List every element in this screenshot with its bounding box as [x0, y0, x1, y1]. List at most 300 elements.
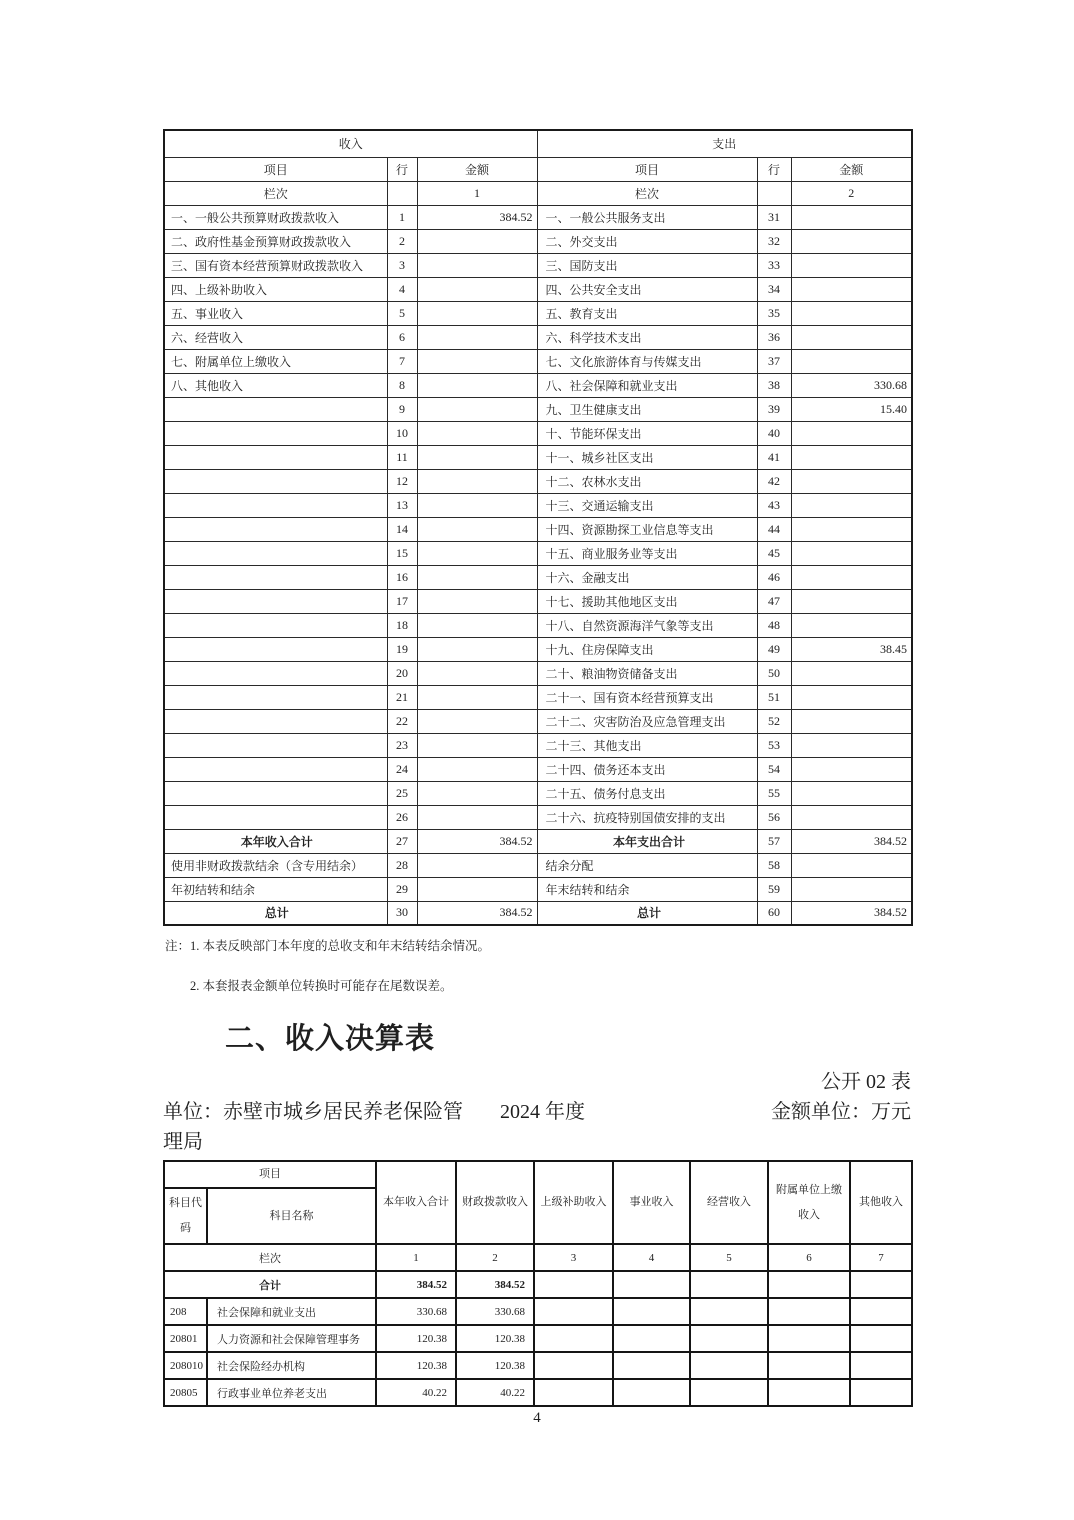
expense-amount-cell: [791, 757, 912, 781]
subject-name-cell: 人力资源和社会保障管理事务: [207, 1325, 376, 1352]
income-amount-cell: [417, 853, 537, 877]
expense-line-cell: 33: [757, 253, 791, 277]
expense-amount-cell: [791, 493, 912, 517]
income-item-cell: [164, 661, 387, 685]
income-line-cell: 8: [387, 373, 417, 397]
income-item-cell: [164, 565, 387, 589]
income-line-cell: 29: [387, 877, 417, 901]
income-amount-cell: [417, 877, 537, 901]
income-item-cell: 五、事业收入: [164, 301, 387, 325]
income-amount-cell: [417, 541, 537, 565]
detail-amount-cell: [690, 1379, 768, 1406]
expense-amount-cell: [791, 229, 912, 253]
detail-amount-cell: [850, 1325, 912, 1352]
income-amount-cell: [417, 301, 537, 325]
detail-row: [164, 1352, 912, 1379]
detail-amount-cell: 120.38: [376, 1325, 456, 1352]
summary-row: [164, 805, 912, 829]
detail-amount-cell: [690, 1352, 768, 1379]
summary-row: [164, 373, 912, 397]
detail-index-4: 4: [613, 1244, 690, 1271]
income-line-cell: 7: [387, 349, 417, 373]
income-line-header: 行: [387, 157, 417, 181]
detail-amount-cell: [850, 1271, 912, 1298]
detail-amount-cell: [534, 1325, 613, 1352]
income-line-cell: 10: [387, 421, 417, 445]
summary-row: [164, 733, 912, 757]
income-item-cell: [164, 757, 387, 781]
expense-item-cell: 本年支出合计: [537, 829, 757, 853]
detail-amount-cell: [690, 1298, 768, 1325]
expense-item-cell: 二十、粮油物资储备支出: [537, 661, 757, 685]
summary-row: [164, 205, 912, 229]
income-amount-cell: [417, 325, 537, 349]
expense-amount-cell: [791, 541, 912, 565]
summary-row: [164, 517, 912, 541]
income-line-cell: 28: [387, 853, 417, 877]
expense-amount-cell: [791, 469, 912, 493]
summary-row: [164, 397, 912, 421]
expense-amount-cell: [791, 349, 912, 373]
subject-code-cell: 20805: [164, 1379, 207, 1406]
income-line-cell: 26: [387, 805, 417, 829]
income-amount-cell: 384.52: [417, 901, 537, 925]
detail-amount-cell: [850, 1379, 912, 1406]
detail-col-fiscal: 财政拨款收入: [456, 1161, 534, 1244]
detail-col-affiliated: 附属单位上缴收入: [768, 1161, 850, 1244]
expense-amount-cell: [791, 781, 912, 805]
expense-item-cell: 五、教育支出: [537, 301, 757, 325]
summary-row: [164, 469, 912, 493]
expense-amount-cell: [791, 277, 912, 301]
detail-index-label: 栏次: [164, 1244, 376, 1271]
expense-line-cell: 40: [757, 421, 791, 445]
expense-item-cell: 十六、金融支出: [537, 565, 757, 589]
expense-line-cell: 58: [757, 853, 791, 877]
income-amount-cell: [417, 517, 537, 541]
expense-line-cell: 47: [757, 589, 791, 613]
expense-item-cell: 二、外交支出: [537, 229, 757, 253]
detail-amount-cell: [613, 1325, 690, 1352]
expense-amount-cell: [791, 301, 912, 325]
income-amount-cell: [417, 373, 537, 397]
detail-amount-cell: [534, 1352, 613, 1379]
expense-item-cell: 四、公共安全支出: [537, 277, 757, 301]
expense-amount-cell: [791, 589, 912, 613]
expense-item-header: 项目: [537, 157, 757, 181]
income-line-cell: 11: [387, 445, 417, 469]
expense-amount-cell: [791, 877, 912, 901]
detail-amount-cell: [534, 1379, 613, 1406]
summary-row: [164, 781, 912, 805]
summary-row: [164, 637, 912, 661]
detail-amount-cell: [690, 1325, 768, 1352]
detail-col-superior: 上级补助收入: [534, 1161, 613, 1244]
summary-row: [164, 253, 912, 277]
expense-item-cell: 九、卫生健康支出: [537, 397, 757, 421]
income-item-cell: [164, 733, 387, 757]
income-line-cell: 13: [387, 493, 417, 517]
income-item-cell: [164, 397, 387, 421]
expense-amount-cell: [791, 325, 912, 349]
column-index-row: [164, 181, 912, 205]
expense-line-cell: 54: [757, 757, 791, 781]
expense-line-cell: 42: [757, 469, 791, 493]
summary-row: [164, 685, 912, 709]
income-item-cell: [164, 469, 387, 493]
detail-amount-cell: 384.52: [376, 1271, 456, 1298]
income-amount-cell: [417, 685, 537, 709]
income-item-cell: 二、政府性基金预算财政拨款收入: [164, 229, 387, 253]
summary-row: [164, 421, 912, 445]
income-line-cell: 6: [387, 325, 417, 349]
expense-amount-cell: 384.52: [791, 829, 912, 853]
expense-line-cell: 43: [757, 493, 791, 517]
expense-amount-cell: [791, 253, 912, 277]
income-item-cell: [164, 589, 387, 613]
detail-index-6: 6: [768, 1244, 850, 1271]
expense-amount-cell: [791, 685, 912, 709]
summary-row: [164, 589, 912, 613]
income-amount-cell: 384.52: [417, 205, 537, 229]
income-expense-summary-table: [163, 129, 913, 926]
note-line-1: 注：1. 本表反映部门本年度的总收支和年末结转结余情况。: [165, 939, 491, 953]
subject-code-cell: 208010: [164, 1352, 207, 1379]
expense-line-cell: 41: [757, 445, 791, 469]
expense-amount-cell: 384.52: [791, 901, 912, 925]
expense-section-header: 支出: [537, 130, 912, 157]
income-item-cell: [164, 637, 387, 661]
income-line-cell: 16: [387, 565, 417, 589]
summary-row: [164, 301, 912, 325]
expense-item-cell: 三、国防支出: [537, 253, 757, 277]
expense-item-cell: 二十一、国有资本经营预算支出: [537, 685, 757, 709]
subject-code-cell: 20801: [164, 1325, 207, 1352]
expense-amount-cell: [791, 853, 912, 877]
expense-line-cell: 38: [757, 373, 791, 397]
expense-item-cell: 二十三、其他支出: [537, 733, 757, 757]
subject-name-header: 科目名称: [207, 1188, 376, 1244]
income-line-cell: 24: [387, 757, 417, 781]
public-table-label: 公开 02 表: [821, 1071, 911, 1093]
detail-col-other: 其他收入: [850, 1161, 912, 1244]
summary-row: [164, 757, 912, 781]
income-amount-cell: [417, 445, 537, 469]
summary-row: [164, 349, 912, 373]
income-item-cell: [164, 445, 387, 469]
expense-item-cell: 二十六、抗疫特别国债安排的支出: [537, 805, 757, 829]
page-number: 4: [533, 1410, 541, 1426]
expense-line-cell: 35: [757, 301, 791, 325]
expense-amount-cell: [791, 517, 912, 541]
summary-row: [164, 661, 912, 685]
expense-item-cell: 二十四、债务还本支出: [537, 757, 757, 781]
subject-name-cell: 行政事业单位养老支出: [207, 1379, 376, 1406]
income-amount-cell: [417, 757, 537, 781]
detail-row: [164, 1325, 912, 1352]
detail-amount-cell: [613, 1352, 690, 1379]
income-line-cell: 17: [387, 589, 417, 613]
expense-line-cell: 39: [757, 397, 791, 421]
income-amount-cell: [417, 397, 537, 421]
summary-row: [164, 325, 912, 349]
detail-amount-cell: [768, 1298, 850, 1325]
expense-line-cell: 60: [757, 901, 791, 925]
unit-label: 单位：赤壁市城乡居民养老保险管理局: [163, 1101, 463, 1153]
income-item-cell: 四、上级补助收入: [164, 277, 387, 301]
expense-line-cell: 53: [757, 733, 791, 757]
detail-amount-cell: 120.38: [456, 1352, 534, 1379]
income-item-cell: 使用非财政拨款结余（含专用结余）: [164, 853, 387, 877]
expense-line-cell: 50: [757, 661, 791, 685]
expense-line-cell: 55: [757, 781, 791, 805]
expense-item-cell: 十、节能环保支出: [537, 421, 757, 445]
income-amount-cell: [417, 781, 537, 805]
summary-row: [164, 445, 912, 469]
income-line-cell: 27: [387, 829, 417, 853]
income-item-cell: 总计: [164, 901, 387, 925]
income-line-cell: 30: [387, 901, 417, 925]
income-amount-cell: [417, 421, 537, 445]
detail-amount-cell: [768, 1379, 850, 1406]
detail-index-7: 7: [850, 1244, 912, 1271]
income-item-cell: [164, 685, 387, 709]
income-index-label: 栏次: [164, 181, 387, 205]
subject-name-cell: 社会保障和就业支出: [207, 1298, 376, 1325]
detail-amount-cell: [768, 1271, 850, 1298]
summary-row: [164, 493, 912, 517]
income-detail-table: [163, 1160, 913, 1407]
expense-line-cell: 36: [757, 325, 791, 349]
expense-item-cell: 七、文化旅游体育与传媒支出: [537, 349, 757, 373]
income-line-cell: 14: [387, 517, 417, 541]
income-amount-cell: [417, 229, 537, 253]
income-amount-cell: [417, 805, 537, 829]
detail-amount-cell: [613, 1298, 690, 1325]
expense-item-cell: 一、一般公共服务支出: [537, 205, 757, 229]
summary-row: [164, 541, 912, 565]
detail-amount-cell: 120.38: [376, 1352, 456, 1379]
expense-line-cell: 56: [757, 805, 791, 829]
expense-amount-cell: [791, 709, 912, 733]
expense-item-cell: 二十二、灾害防治及应急管理支出: [537, 709, 757, 733]
income-amount-cell: [417, 709, 537, 733]
income-amount-cell: [417, 589, 537, 613]
detail-index-5: 5: [690, 1244, 768, 1271]
detail-amount-cell: 384.52: [456, 1271, 534, 1298]
detail-group-header-row: [164, 1161, 912, 1188]
detail-amount-cell: 40.22: [376, 1379, 456, 1406]
summary-row: [164, 565, 912, 589]
summary-row: [164, 901, 912, 925]
detail-index-2: 2: [456, 1244, 534, 1271]
income-line-cell: 5: [387, 301, 417, 325]
expense-amount-cell: 330.68: [791, 373, 912, 397]
income-line-cell: 2: [387, 229, 417, 253]
expense-index-number: 2: [791, 181, 912, 205]
detail-amount-cell: [768, 1325, 850, 1352]
detail-row: [164, 1379, 912, 1406]
detail-amount-cell: [690, 1271, 768, 1298]
expense-amount-cell: [791, 205, 912, 229]
income-item-cell: 七、附属单位上缴收入: [164, 349, 387, 373]
detail-col-business: 事业收入: [613, 1161, 690, 1244]
expense-amount-cell: [791, 661, 912, 685]
summary-table-body: [164, 205, 912, 925]
income-amount-cell: [417, 733, 537, 757]
detail-index-3: 3: [534, 1244, 613, 1271]
income-item-cell: [164, 709, 387, 733]
detail-row: [164, 1298, 912, 1325]
detail-amount-cell: 120.38: [456, 1325, 534, 1352]
income-line-cell: 3: [387, 253, 417, 277]
expense-amount-cell: 38.45: [791, 637, 912, 661]
summary-row: [164, 613, 912, 637]
summary-row: [164, 229, 912, 253]
expense-item-cell: 年末结转和结余: [537, 877, 757, 901]
income-index-blank: [387, 181, 417, 205]
subject-name-cell: 社会保险经办机构: [207, 1352, 376, 1379]
income-amount-cell: 384.52: [417, 829, 537, 853]
income-item-cell: 三、国有资本经营预算财政拨款收入: [164, 253, 387, 277]
expense-item-cell: 二十五、债务付息支出: [537, 781, 757, 805]
income-amount-cell: [417, 565, 537, 589]
income-item-cell: 六、经营收入: [164, 325, 387, 349]
income-amount-cell: [417, 469, 537, 493]
expense-line-cell: 51: [757, 685, 791, 709]
subject-code-header: 科目代码: [164, 1188, 207, 1244]
detail-col-operating: 经营收入: [690, 1161, 768, 1244]
expense-line-cell: 52: [757, 709, 791, 733]
expense-item-cell: 结余分配: [537, 853, 757, 877]
summary-row: [164, 277, 912, 301]
detail-col-total: 本年收入合计: [376, 1161, 456, 1244]
income-line-cell: 21: [387, 685, 417, 709]
amount-unit-label: 金额单位：万元: [771, 1101, 911, 1123]
income-amount-cell: [417, 253, 537, 277]
summary-row: [164, 853, 912, 877]
income-line-cell: 15: [387, 541, 417, 565]
income-item-cell: [164, 493, 387, 517]
expense-item-cell: 十三、交通运输支出: [537, 493, 757, 517]
subject-name-cell: 合计: [164, 1271, 376, 1298]
income-item-cell: [164, 517, 387, 541]
detail-index-1: 1: [376, 1244, 456, 1271]
income-item-cell: [164, 781, 387, 805]
section-header-row: [164, 130, 912, 157]
income-item-header: 项目: [164, 157, 387, 181]
detail-table-body: [164, 1271, 912, 1406]
expense-item-cell: 总计: [537, 901, 757, 925]
income-amount-cell: [417, 637, 537, 661]
expense-amount-cell: [791, 445, 912, 469]
expense-amount-cell: 15.40: [791, 397, 912, 421]
income-line-cell: 1: [387, 205, 417, 229]
expense-item-cell: 十七、援助其他地区支出: [537, 589, 757, 613]
detail-amount-cell: [613, 1271, 690, 1298]
income-line-cell: 18: [387, 613, 417, 637]
income-index-number: 1: [417, 181, 537, 205]
income-amount-cell: [417, 613, 537, 637]
income-line-cell: 4: [387, 277, 417, 301]
expense-index-blank: [757, 181, 791, 205]
expense-line-cell: 45: [757, 541, 791, 565]
expense-item-cell: 十九、住房保障支出: [537, 637, 757, 661]
income-amount-header: 金额: [417, 157, 537, 181]
expense-item-cell: 十一、城乡社区支出: [537, 445, 757, 469]
detail-amount-cell: [534, 1298, 613, 1325]
income-line-cell: 25: [387, 781, 417, 805]
note-line-2: 2. 本套报表金额单位转换时可能存在尾数误差。: [190, 979, 453, 993]
income-item-cell: [164, 421, 387, 445]
expense-index-label: 栏次: [537, 181, 757, 205]
income-line-cell: 9: [387, 397, 417, 421]
income-line-cell: 23: [387, 733, 417, 757]
expense-line-cell: 44: [757, 517, 791, 541]
expense-item-cell: 十四、资源勘探工业信息等支出: [537, 517, 757, 541]
income-line-cell: 12: [387, 469, 417, 493]
detail-project-header: 项目: [164, 1161, 376, 1188]
expense-line-header: 行: [757, 157, 791, 181]
detail-total-row: [164, 1271, 912, 1298]
detail-amount-cell: [850, 1298, 912, 1325]
expense-line-cell: 37: [757, 349, 791, 373]
column-header-row: [164, 157, 912, 181]
expense-line-cell: 57: [757, 829, 791, 853]
income-amount-cell: [417, 349, 537, 373]
income-line-cell: 20: [387, 661, 417, 685]
expense-line-cell: 34: [757, 277, 791, 301]
expense-line-cell: 32: [757, 229, 791, 253]
expense-line-cell: 49: [757, 637, 791, 661]
detail-amount-cell: [768, 1352, 850, 1379]
table-meta-row: [163, 1097, 911, 1157]
expense-amount-header: 金额: [791, 157, 912, 181]
detail-amount-cell: [534, 1271, 613, 1298]
detail-amount-cell: 40.22: [456, 1379, 534, 1406]
income-amount-cell: [417, 277, 537, 301]
expense-line-cell: 48: [757, 613, 791, 637]
summary-row: [164, 877, 912, 901]
expense-amount-cell: [791, 805, 912, 829]
income-section-header: 收入: [164, 130, 537, 157]
detail-amount-cell: [850, 1352, 912, 1379]
expense-amount-cell: [791, 421, 912, 445]
detail-amount-cell: [613, 1379, 690, 1406]
expense-amount-cell: [791, 733, 912, 757]
section-heading: 二、收入决算表: [225, 1023, 436, 1055]
summary-row: [164, 829, 912, 853]
year-label: 2024 年度: [500, 1101, 585, 1123]
income-amount-cell: [417, 661, 537, 685]
expense-amount-cell: [791, 613, 912, 637]
summary-row: [164, 709, 912, 733]
subject-code-cell: 208: [164, 1298, 207, 1325]
income-amount-cell: [417, 493, 537, 517]
income-item-cell: [164, 613, 387, 637]
expense-line-cell: 31: [757, 205, 791, 229]
income-item-cell: [164, 805, 387, 829]
detail-index-row: [164, 1244, 912, 1271]
expense-item-cell: 十二、农林水支出: [537, 469, 757, 493]
expense-item-cell: 六、科学技术支出: [537, 325, 757, 349]
expense-line-cell: 59: [757, 877, 791, 901]
detail-amount-cell: 330.68: [376, 1298, 456, 1325]
expense-line-cell: 46: [757, 565, 791, 589]
expense-item-cell: 十八、自然资源海洋气象等支出: [537, 613, 757, 637]
expense-item-cell: 八、社会保障和就业支出: [537, 373, 757, 397]
detail-amount-cell: 330.68: [456, 1298, 534, 1325]
